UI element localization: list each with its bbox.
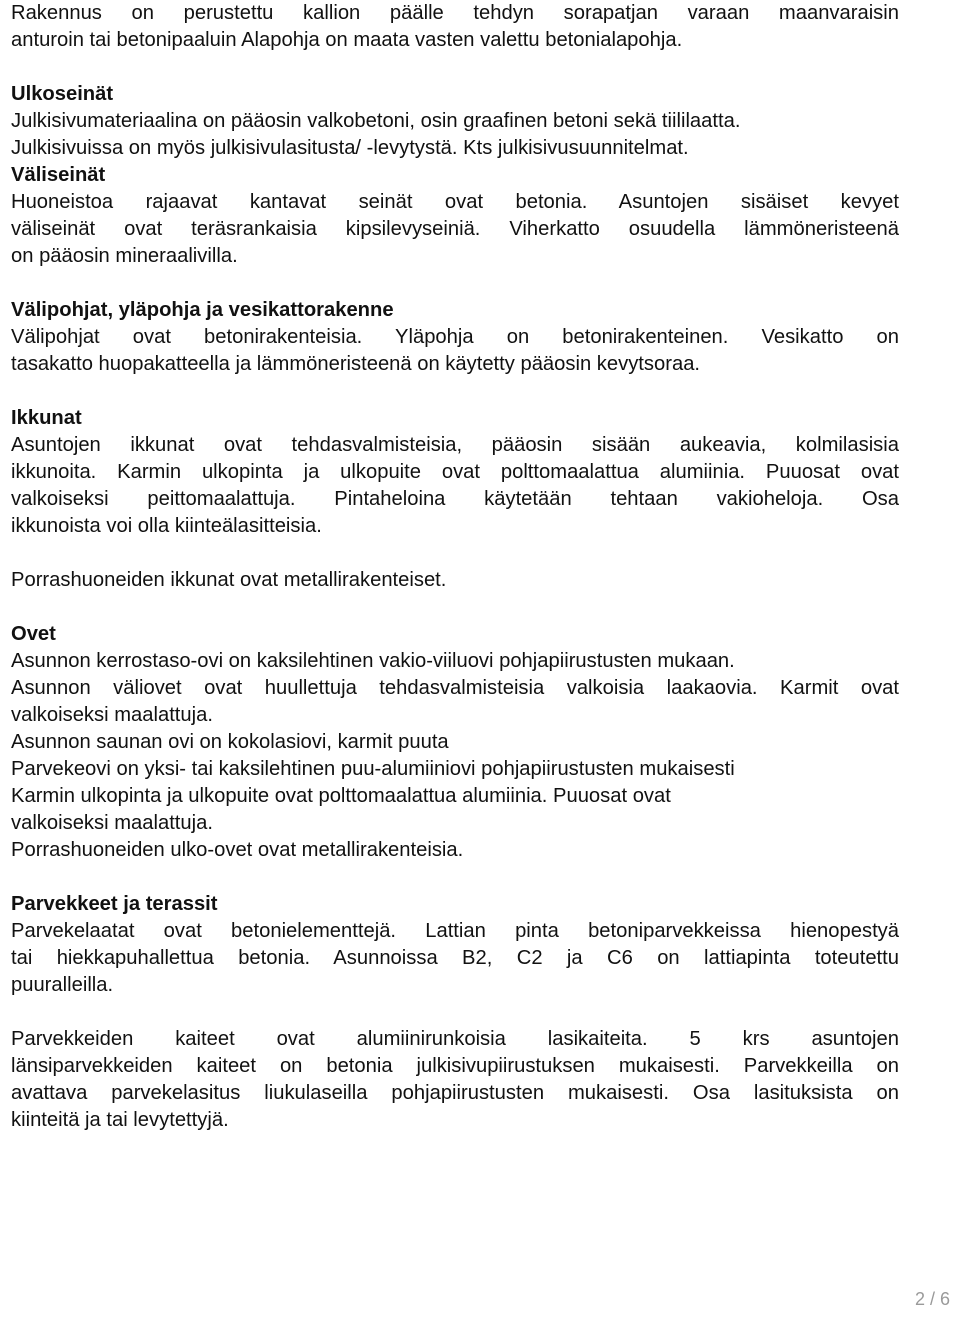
text-line: Julkisivumateriaalina on pääosin valkobetoni, osin graafinen betoni sekä tiililaatta. xyxy=(11,110,741,132)
text-line: avattava parvekelasitus liukulaseilla pohjapiirustusten mukaisesti. Osa lasituksista on xyxy=(11,1082,899,1104)
paragraph-gap xyxy=(11,540,899,567)
paragraph-gap xyxy=(11,54,899,81)
stairwell-windows-paragraph xyxy=(11,567,899,594)
text-line: ikkunoista voi olla kiinteälasitteisia. xyxy=(11,515,322,537)
text-line: Huoneistoa rajaavat kantavat seinät ovat betonia. Asuntojen sisäiset kevyet xyxy=(11,191,899,213)
paragraph-gap xyxy=(11,999,899,1026)
text-line: Parvekeovi on yksi- tai kaksilehtinen puu-alumiiniovi pohjapiirustusten mukaisesti xyxy=(11,758,735,780)
text-line: Porrashuoneiden ulko-ovet ovat metallirakenteisia. xyxy=(11,839,464,861)
text-line: länsiparvekkeiden kaiteet on betonia julkisivupiirustuksen mukaisesti. Parvekkeilla on xyxy=(11,1055,899,1077)
text-line: kiinteitä ja tai levytettyjä. xyxy=(11,1109,229,1131)
text-line: Asunnon kerrostaso-ovi on kaksilehtinen vakio-viiluovi pohjapiirustusten mukaan. xyxy=(11,650,735,672)
foundation-paragraph xyxy=(11,0,899,54)
document-page xyxy=(11,0,899,1134)
text-line: Asunnon väliovet ovat huullettuja tehdasvalmisteisia valkoisia laakaovia. Karmit ovat xyxy=(11,677,899,699)
text-line: Asuntojen ikkunat ovat tehdasvalmisteisia, pääosin sisään aukeavia, kolmilasisia xyxy=(11,434,899,456)
page-number: 2 / 6 xyxy=(914,1289,950,1309)
text-line: Porrashuoneiden ikkunat ovat metallirakenteiset. xyxy=(11,569,447,591)
paragraph-gap xyxy=(11,378,899,405)
text-line: valkoiseksi peittomaalattuja. Pintaheloina käytetään tehtaan vakioheloja. Osa xyxy=(11,488,899,510)
railings-paragraph xyxy=(11,1026,899,1134)
section-heading: Välipohjat, yläpohja ja vesikattorakenne xyxy=(11,299,394,321)
text-line: Asunnon saunan ovi on kokolasiovi, karmit puuta xyxy=(11,731,449,753)
text-line: Parvekelaatat ovat betonielementtejä. Lattian pinta betoniparvekkeissa hienopestyä xyxy=(11,920,899,942)
text-line: väliseinät ovat teräsrankaisia kipsilevyseiniä. Viherkatto osuudella lämmöneristeenä xyxy=(11,218,899,240)
text-line: valkoiseksi maalattuja. xyxy=(11,704,213,726)
section-valipohjat xyxy=(11,297,899,378)
text-line: anturoin tai betonipaaluin Alapohja on maata vasten valettu betonialapohja. xyxy=(11,29,683,51)
text-line: Parvekkeiden kaiteet ovat alumiinirunkoisia lasikaiteita. 5 krs asuntojen xyxy=(11,1028,899,1050)
paragraph-gap xyxy=(11,270,899,297)
text-line: tai hiekkapuhallettua betonia. Asunnoissa B2, C2 ja C6 on lattiapinta toteutettu xyxy=(11,947,899,969)
section-heading: Ikkunat xyxy=(11,407,82,429)
section-heading: Ovet xyxy=(11,623,56,645)
section-ikkunat xyxy=(11,405,899,540)
text-line: Julkisivuissa on myös julkisivulasitusta/ -levytystä. Kts julkisivusuunnitelmat. xyxy=(11,137,689,159)
text-line: Välipohjat ovat betonirakenteisia. Yläpohja on betonirakenteinen. Vesikatto on xyxy=(11,326,899,348)
paragraph-gap xyxy=(11,594,899,621)
text-line: Rakennus on perustettu kallion päälle tehdyn sorapatjan varaan maanvaraisin xyxy=(11,2,899,24)
section-ovet xyxy=(11,621,899,864)
text-line: valkoiseksi maalattuja. xyxy=(11,812,213,834)
section-heading: Parvekkeet ja terassit xyxy=(11,893,218,915)
section-heading: Ulkoseinät xyxy=(11,83,114,105)
text-line: ikkunoita. Karmin ulkopinta ja ulkopuite ovat polttomaalattua alumiinia. Puuosat ovat xyxy=(11,461,899,483)
text-line: puuralleilla. xyxy=(11,974,114,996)
text-line: on pääosin mineraalivilla. xyxy=(11,245,238,267)
section-ulkoseinat xyxy=(11,81,899,162)
section-heading: Väliseinät xyxy=(11,164,106,186)
section-parvekkeet xyxy=(11,891,899,999)
section-valiseinat xyxy=(11,162,899,270)
paragraph-gap xyxy=(11,864,899,891)
text-line: Karmin ulkopinta ja ulkopuite ovat polttomaalattua alumiinia. Puuosat ovat xyxy=(11,785,671,807)
text-line: tasakatto huopakatteella ja lämmöneristeenä on käytetty pääosin kevytsoraa. xyxy=(11,353,701,375)
